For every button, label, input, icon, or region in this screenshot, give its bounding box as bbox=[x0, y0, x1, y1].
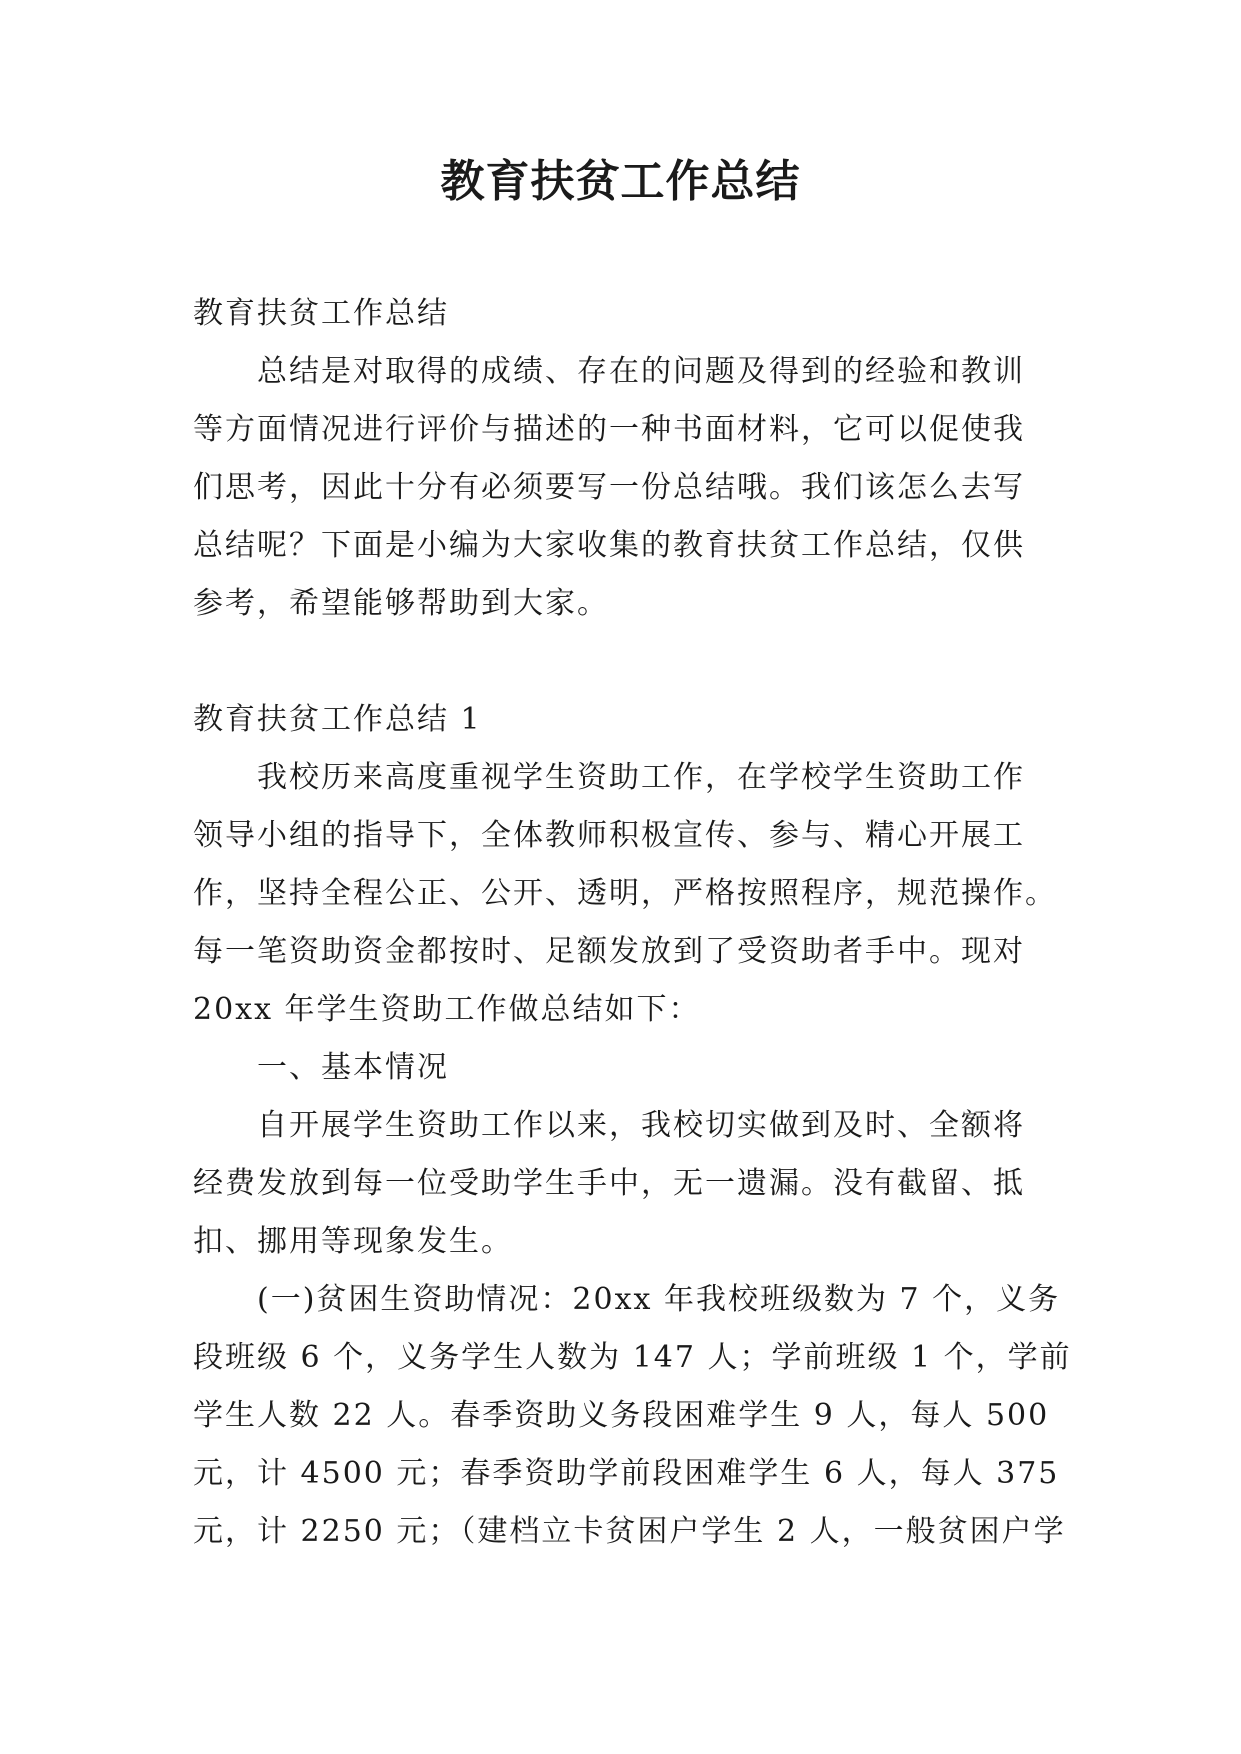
subsection-heading: 一、基本情况 bbox=[257, 1050, 449, 1085]
paragraph-line: 元，计 4500 元；春季资助学前段困难学生 6 人，每人 375 bbox=[193, 1456, 1060, 1491]
paragraph-line: 总结呢？下面是小编为大家收集的教育扶贫工作总结，仅供 bbox=[193, 528, 1025, 563]
paragraph-line: 自开展学生资助工作以来，我校切实做到及时、全额将 bbox=[257, 1108, 1025, 1143]
paragraph-line: 经费发放到每一位受助学生手中，无一遗漏。没有截留、抵 bbox=[193, 1166, 1025, 1201]
document-body bbox=[193, 285, 1072, 1561]
paragraph-line: 元，计 2250 元；（建档立卡贫困户学生 2 人，一般贫困户学 bbox=[193, 1514, 1066, 1549]
paragraph-line: 学生人数 22 人。春季资助义务段困难学生 9 人，每人 500 bbox=[193, 1398, 1050, 1433]
document-title: 教育扶贫工作总结 bbox=[440, 156, 801, 207]
paragraph-line: 等方面情况进行评价与描述的一种书面材料，它可以促使我 bbox=[193, 412, 1025, 447]
paragraph-line: 参考，希望能够帮助到大家。 bbox=[193, 586, 609, 621]
paragraph-gap bbox=[193, 633, 1051, 691]
paragraph-line: 每一笔资助资金都按时、足额发放到了受资助者手中。现对 bbox=[193, 934, 1025, 969]
paragraph-line: 总结是对取得的成绩、存在的问题及得到的经验和教训 bbox=[257, 354, 1025, 389]
paragraph-line: 们思考，因此十分有必须要写一份总结哦。我们该怎么去写 bbox=[193, 470, 1025, 505]
section-heading: 教育扶贫工作总结 1 bbox=[193, 702, 482, 737]
paragraph-line: (一)贫困生资助情况：20xx 年我校班级数为 7 个，义务 bbox=[257, 1282, 1061, 1317]
paragraph-line: 20xx 年学生资助工作做总结如下： bbox=[193, 992, 701, 1027]
paragraph-line: 作，坚持全程公正、公开、透明，严格按照程序，规范操作。 bbox=[193, 876, 1057, 911]
paragraph-line: 段班级 6 个，义务学生人数为 147 人；学前班级 1 个，学前 bbox=[193, 1340, 1072, 1375]
paragraph-line: 我校历来高度重视学生资助工作，在学校学生资助工作 bbox=[257, 760, 1025, 795]
paragraph-line: 领导小组的指导下，全体教师积极宣传、参与、精心开展工 bbox=[193, 818, 1025, 853]
section-heading: 教育扶贫工作总结 bbox=[193, 296, 449, 331]
paragraph-line: 扣、挪用等现象发生。 bbox=[193, 1224, 513, 1259]
